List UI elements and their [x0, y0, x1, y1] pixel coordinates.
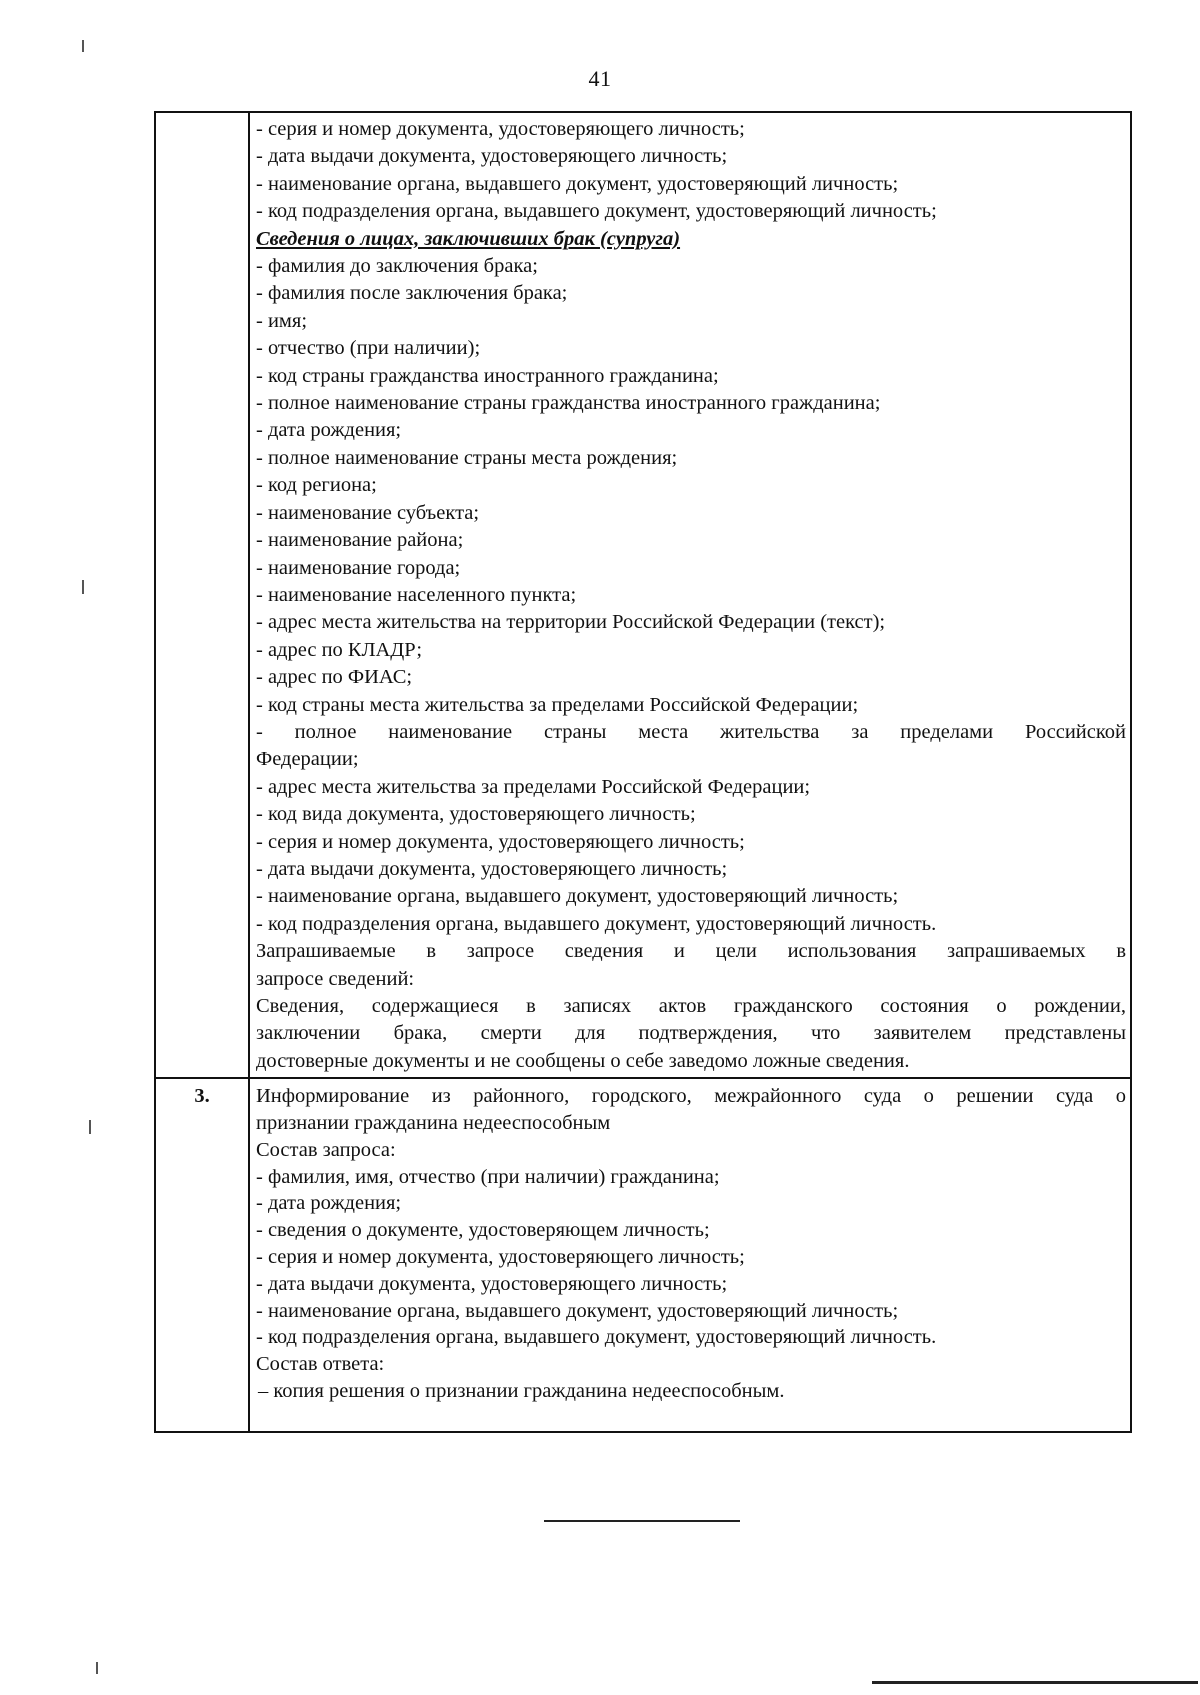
list-item: - сведения о документе, удостоверяющем личность;	[256, 1219, 710, 1242]
list-item: - наименование органа, выдавшего документ, удостоверяющий личность;	[256, 172, 899, 195]
list-item: - фамилия до заключения брака;	[256, 255, 538, 278]
list-item: - дата выдачи документа, удостоверяющего личность;	[256, 857, 728, 880]
list-item: - дата рождения;	[256, 1192, 402, 1215]
row-number-cell	[155, 1078, 249, 1432]
list-item: - наименование органа, выдавшего документ, удостоверяющий личность;	[256, 1299, 899, 1322]
list-item: - наименование населенного пункта;	[256, 583, 577, 606]
list-item: - наименование района;	[256, 529, 464, 552]
scan-mark	[96, 1662, 98, 1674]
scan-mark	[82, 580, 84, 594]
row-content-cell	[249, 112, 1131, 1078]
list-item: Федерации;	[256, 748, 359, 771]
list-item: - фамилия, имя, отчество (при наличии) гражданина;	[256, 1165, 720, 1188]
list-item: - код подразделения органа, выдавшего документ, удостоверяющий личность.	[256, 912, 937, 935]
list-item: - дата выдачи документа, удостоверяющего личность;	[256, 145, 728, 168]
list-item: - серия и номер документа, удостоверяющего личность;	[256, 1246, 745, 1268]
scan-mark	[89, 1120, 91, 1134]
list-item: – копия решения о признании гражданина недееспособным.	[258, 1379, 785, 1402]
list-item: - наименование органа, выдавшего документ, удостоверяющий личность;	[256, 885, 899, 908]
page-number: 41	[588, 66, 612, 91]
document-table	[154, 111, 1132, 1433]
scan-mark	[82, 40, 84, 52]
section-label: Состав ответа:	[256, 1353, 385, 1376]
list-item: - адрес по КЛАДР;	[256, 638, 423, 661]
list-item: - серия и номер документа, удостоверяющего личность;	[256, 118, 745, 140]
section-label: Состав запроса:	[256, 1138, 396, 1161]
list-item: - фамилия после заключения брака;	[256, 282, 568, 305]
paragraph-line: Информирование из районного, городского, межрайонного суда о решении суда о	[256, 1085, 1126, 1108]
paragraph-line: достоверные документы и не сообщены о себе заведомо ложные сведения.	[256, 1049, 910, 1072]
list-item: - код подразделения органа, выдавшего документ, удостоверяющий личность;	[256, 200, 937, 223]
paragraph-line: запросе сведений:	[256, 967, 415, 990]
row-number: 3.	[194, 1085, 210, 1108]
list-item: - полное наименование страны места рождения;	[256, 446, 678, 469]
list-item: - адрес места жительства на территории Российской Федерации (текст);	[256, 611, 886, 634]
list-item: - код страны места жительства за пределами Российской Федерации;	[256, 693, 859, 716]
list-item: - код региона;	[256, 474, 377, 497]
paragraph-line: Запрашиваемые в запросе сведения и цели использования запрашиваемых в	[256, 940, 1126, 963]
section-heading: Сведения о лицах, заключивших брак (супруга)	[256, 227, 681, 250]
end-of-document-rule	[544, 1520, 740, 1522]
list-item: - код страны гражданства иностранного гражданина;	[256, 364, 719, 387]
list-item: - код подразделения органа, выдавшего документ, удостоверяющий личность.	[256, 1326, 937, 1349]
list-item: - серия и номер документа, удостоверяющего личность;	[256, 830, 745, 853]
paragraph-line: признании гражданина недееспособным	[256, 1112, 611, 1135]
list-item: - имя;	[256, 309, 308, 332]
list-item: - наименование города;	[256, 556, 461, 579]
list-item: - код вида документа, удостоверяющего личность;	[256, 803, 696, 826]
list-item: - полное наименование страны места жительства за пределами Российской	[256, 720, 1126, 743]
table-row	[155, 1078, 1131, 1432]
scan-edge-line	[872, 1681, 1198, 1684]
list-item: - отчество (при наличии);	[256, 337, 481, 360]
list-item: - дата рождения;	[256, 419, 402, 442]
list-item: - адрес по ФИАС;	[256, 666, 413, 689]
paragraph-line: заключении брака, смерти для подтверждения, что заявителем представлены	[256, 1022, 1126, 1045]
list-item: - полное наименование страны гражданства иностранного гражданина;	[256, 392, 881, 415]
list-item: - наименование субъекта;	[256, 501, 480, 524]
list-item: - адрес места жительства за пределами Российской Федерации;	[256, 775, 811, 798]
row-number	[156, 113, 248, 119]
paragraph-line: Сведения, содержащиеся в записях актов гражданского состояния о рождении,	[256, 995, 1126, 1017]
row-number-cell	[155, 112, 249, 1078]
row-content-cell	[249, 1078, 1131, 1432]
table-row	[155, 112, 1131, 1078]
list-item: - дата выдачи документа, удостоверяющего личность;	[256, 1272, 728, 1295]
